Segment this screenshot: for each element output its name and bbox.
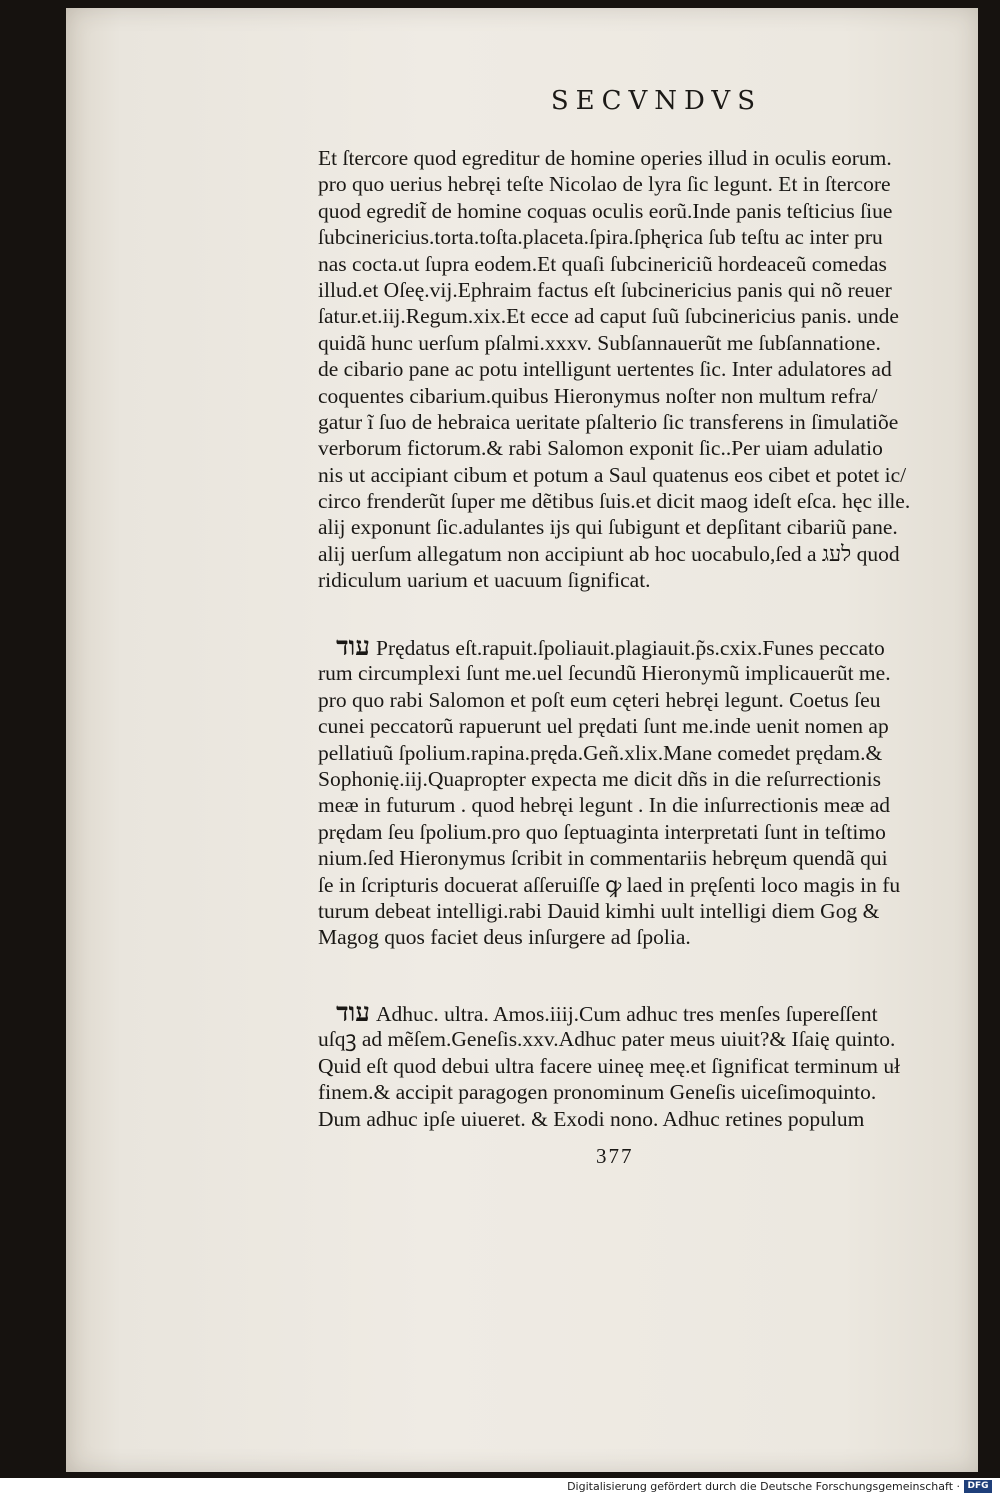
text-line: ridiculum uarium et uacuum ſignificat. [318, 568, 651, 593]
text-line: Sophonię.iij.Quapropter expecta me dicit dñs in die reſurrectionis [318, 766, 882, 791]
text-line: coquentes cibarium.quibus Hieronymus noſter non multum refra/ [318, 383, 878, 408]
text-line: prędam ſeu ſpolium.pro quo ſeptuaginta interpretati ſunt in teſtimo [318, 819, 886, 844]
text-line: meæ in futurum . quod hebręi legunt . In die inſurrectionis meæ ad [318, 793, 891, 818]
folio-number: 377 [596, 1144, 634, 1168]
text-line: alij exponunt ſic.adulantes ijs qui ſubigunt et depſitant cibariũ pane. [318, 515, 898, 540]
funding-credit: Digitalisierung gefördert durch die Deutsche Forschungsgemeinschaft · [567, 1480, 960, 1493]
text-line: finem.& accipit paragogen pronominum Geneſis uiceſimoquinto. [318, 1080, 877, 1105]
entry-first-text: Prędatus eſt.rapuit.ſpoliauit.plagiauit.p̃s.cxix.Funes peccato [376, 636, 885, 660]
text-line: Quid eſt quod debui ultra facere uineę meę.et ſignificat terminum uł [318, 1053, 901, 1078]
paragraph-3 [318, 1000, 958, 1132]
text-line: verborum fictorum.& rabi Salomon exponit ſic..Per uiam adulatio [318, 436, 883, 461]
text-line: Et ſtercore quod egreditur de homine operies illud in oculis eorum. [318, 146, 892, 170]
dfg-logo-icon: DFG [964, 1480, 992, 1493]
hebrew-headword: עוד [336, 1000, 370, 1027]
text-line: turum debeat intelligi.rabi Dauid kimhi uult intelligi diem Gog & [318, 898, 880, 923]
text-line: pro quo uerius hebręi teſte Nicolao de lyra ſic legunt. Et in ſtercore [318, 172, 891, 197]
entry-first-line [318, 634, 958, 660]
entry-first-text: Adhuc. ultra. Amos.iiij.Cum adhuc tres menſes ſupereſſent [376, 1002, 878, 1026]
text-line: ſubcinericius.torta.toſta.placeta.ſpira.ſphęrica ſub teſtu ac inter pru [318, 225, 883, 250]
text-line: ſe in ſcripturis docuerat aſſeruiſſe ꝙ laed in pręſenti loco magis in fu [318, 872, 901, 897]
paragraph-2 [318, 634, 958, 951]
text-line: ſatur.et.iij.Regum.xix.Et ecce ad caput ſuũ ſubcinericius panis. unde [318, 304, 899, 329]
text-line: gatur ĩ ſuo de hebraica ueritate pſalterio ſic transferens in ſimulatiõe [318, 409, 899, 434]
hebrew-headword: עוד [336, 634, 370, 661]
text-line: pro quo rabi Salomon et poſt eum cęteri hebręi legunt. Coetus ſeu [318, 687, 881, 712]
entry-first-line [318, 1000, 958, 1026]
text-line: uſqꝫ ad mẽſem.Geneſis.xxv.Adhuc pater meus uiuit?& Iſaię quinto. [318, 1027, 896, 1052]
text-line: quidã hunc uerſum pſalmi.xxxv. Subſannauerũt me ſubſannatione. [318, 330, 881, 355]
text-line: illud.et Oſeę.vij.Ephraim factus eſt ſubcinericius panis qui nõ reuer [318, 277, 892, 302]
text-line: pellatiuũ ſpolium.rapina.pręda.Geñ.xlix.Mane comedet prędam.& [318, 740, 883, 765]
text-line: alij uerſum allegatum non accipiunt ab hoc uocabulo,ſed a לעג quod [318, 541, 900, 566]
text-line: rum circumplexi ſunt me.uel ſecundũ Hieronymũ implicauerũt me. [318, 661, 891, 686]
text-line: nas cocta.ut ſupra eodem.Et quaſi ſubcinericiũ hordeaceũ comedas [318, 251, 887, 276]
text-line: Magog quos faciet deus inſurgere ad ſpolia. [318, 925, 691, 950]
text-line: cunei peccatorũ rapuerunt uel prędati ſunt me.inde uenit nomen ap [318, 714, 889, 739]
text-line: nium.ſed Hieronymus ſcribit in commentariis hebręum quendã qui [318, 846, 888, 871]
paragraph-1 [318, 145, 958, 594]
text-line: Dum adhuc ipſe uiueret. & Exodi nono. Adhuc retines populum [318, 1106, 865, 1131]
text-line: quod egredit̃ de homine coquas oculis eorũ.Inde panis teſticius ſiue [318, 198, 893, 223]
text-line: de cibario pane ac potu intelligunt uertentes ſic. Inter adulatores ad [318, 357, 892, 382]
running-head: SECVNDVS [550, 86, 762, 116]
text-line: nis ut accipiant cibum et potum a Saul quatenus eos cibet et potet ic/ [318, 462, 907, 487]
text-line: circo frenderũt ſuper me dẽtibus ſuis.et dicit maog ideſt eſca. hęc ille. [318, 489, 911, 514]
